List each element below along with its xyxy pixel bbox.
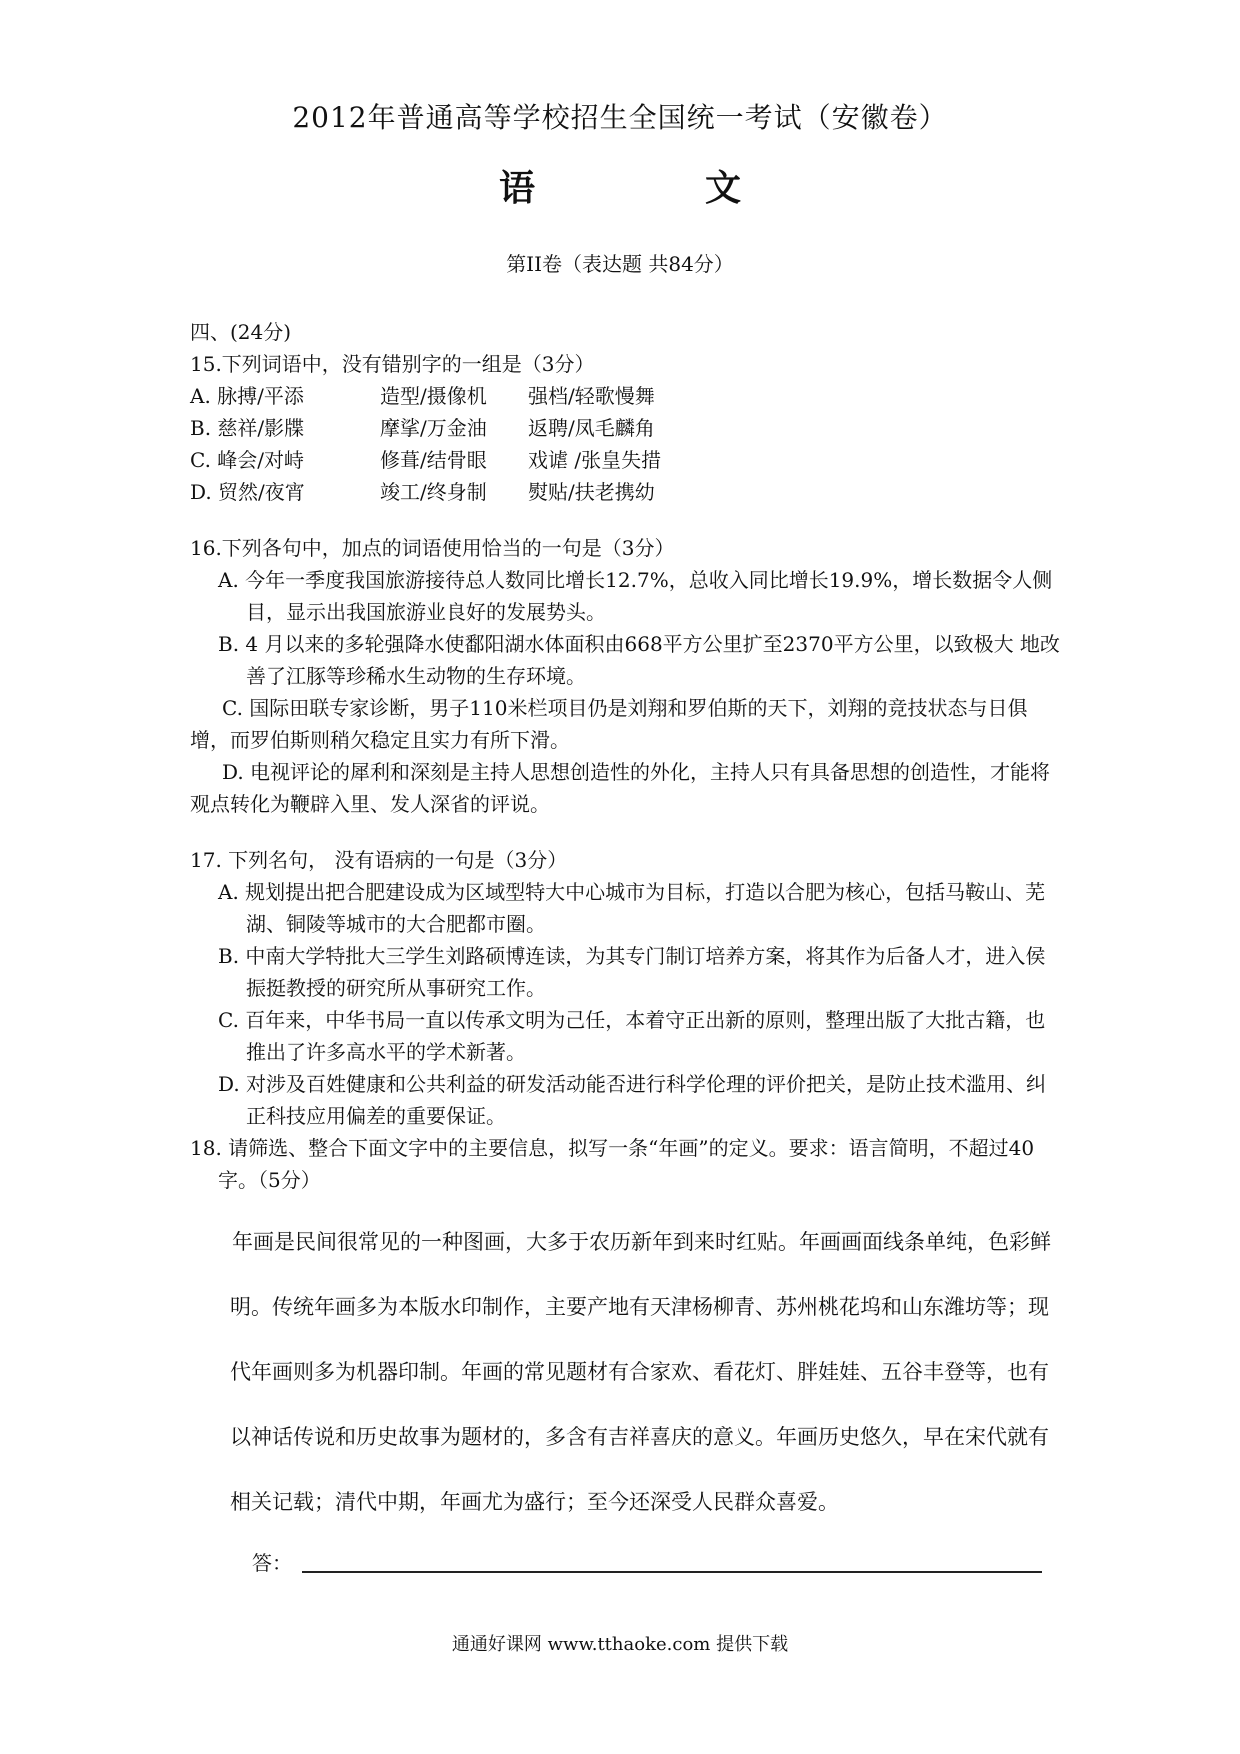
- q15-a-col2: 造型/摄像机: [380, 384, 487, 408]
- subject-char-right: 文: [705, 167, 742, 209]
- q15-a-col3: 强档/轻歌慢舞: [528, 384, 655, 408]
- q17-option-d: D. 对涉及百姓健康和公共利益的研发活动能否进行科学伦理的评价把关，是防止技术滥用、纠正科技应用偏差的重要保证。: [218, 1072, 1047, 1128]
- q16-option-b: B. 4 月以来的多轮强降水使鄱阳湖水体面积由668平方公里扩至2370平方公里，以致极大 地改善了江豚等珍稀水生动物的生存环境。: [218, 632, 1060, 688]
- q15-d-col2: 竣工/终身制: [380, 480, 487, 504]
- q15-c-col1: C. 峰会/对峙: [190, 448, 305, 472]
- q15-d-col1: D. 贸然/夜宵: [190, 480, 305, 504]
- part-title: 第II卷（表达题 共84分）: [506, 252, 734, 276]
- question-17-stem: 17. 下列名句， 没有语病的一句是（3分）: [190, 848, 568, 872]
- q15-option-a: [190, 380, 1060, 412]
- q16-option-c: C. 国际田联专家诊断，男子110米栏项目仍是刘翔和罗伯斯的天下，刘翔的竞技状态与日俱增，而罗伯斯则稍欠稳定且实力有所下滑。: [190, 696, 1028, 752]
- q16-option-d: D. 电视评论的犀利和深刻是主持人思想创造性的外化，主持人只有具备思想的创造性，才能将观点转化为鞭辟入里、发人深省的评说。: [190, 760, 1051, 816]
- question-content: [190, 316, 1060, 1579]
- q17-option-a: A. 规划提出把合肥建设成为区域型特大中心城市为目标，打造以合肥为核心，包括马鞍山、芜湖、铜陵等城市的大合肥都市圈。: [218, 880, 1046, 936]
- q15-c-col2: 修葺/结骨眼: [380, 448, 487, 472]
- q17-option-b: B. 中南大学特批大三学生刘路硕博连读，为其专门制订培养方案，将其作为后备人才，进入侯振挺教授的研究所从事研究工作。: [218, 944, 1046, 1000]
- question-15-stem: 15.下列词语中，没有错别字的一组是（3分）: [190, 352, 595, 376]
- q15-a-col1: A. 脉搏/平添: [190, 384, 304, 408]
- section-heading: 四、(24分): [190, 320, 292, 344]
- question-16-stem: 16.下列各句中，加点的词语使用恰当的一句是（3分）: [190, 536, 675, 560]
- q16-option-a: A. 今年一季度我国旅游接待总人数同比增长12.7%，总收入同比增长19.9%，增长数据令人侧目，显示出我国旅游业良好的发展势头。: [218, 568, 1053, 624]
- q15-b-col3: 返聘/凤毛麟角: [528, 416, 655, 440]
- q18-passage: [190, 1210, 1060, 1535]
- q17-option-c: C. 百年来，中华书局一直以传承文明为己任，本着守正出新的原则，整理出版了大批古籍，也推出了许多高水平的学术新著。: [218, 1008, 1046, 1064]
- subject-char-left: 语: [498, 167, 535, 209]
- answer-label: 答：: [252, 1551, 292, 1575]
- page-footer: 通通好课网 www.tthaoke.com 提供下载: [451, 1634, 789, 1655]
- subject-title: [0, 160, 1240, 211]
- q15-option-b: [190, 412, 1060, 444]
- q15-b-col2: 摩挲/万金油: [380, 416, 487, 440]
- q15-c-col3: 戏谑 /张皇失措: [528, 448, 662, 472]
- q15-b-col1: B. 慈祥/影牒: [190, 416, 305, 440]
- question-18-stem: 18. 请筛选、整合下面文字中的主要信息，拟写一条“年画”的定义。要求：语言简明，不超过40字。（5分）: [190, 1136, 1035, 1192]
- q18-answer: [190, 1535, 1060, 1579]
- answer-blank-line: [302, 1571, 1042, 1573]
- q15-option-d: [190, 476, 1060, 508]
- q15-d-col3: 熨贴/扶老携幼: [528, 480, 655, 504]
- q15-option-c: [190, 444, 1060, 476]
- q18-passage-text: 年画是民间很常见的一种图画，大多于农历新年到来时红贴。年画画面线条单纯，色彩鲜明。传统年画多为本版水印制作，主要产地有天津杨柳青、苏州桃花坞和山东潍坊等；现代年画则多为机器印制。年画的常见题材有合家欢、看花灯、胖娃娃、五谷丰登等，也有以神话传说和历史故事为题材的，多含有吉祥喜庆的意义。年画历史悠久，早在宋代就有相关记载；清代中期，年画尤为盛行；至今还深受人民群众喜爱。: [230, 1230, 1051, 1514]
- exam-title: 2012年普通高等学校招生全国统一考试（安徽卷）: [292, 101, 948, 134]
